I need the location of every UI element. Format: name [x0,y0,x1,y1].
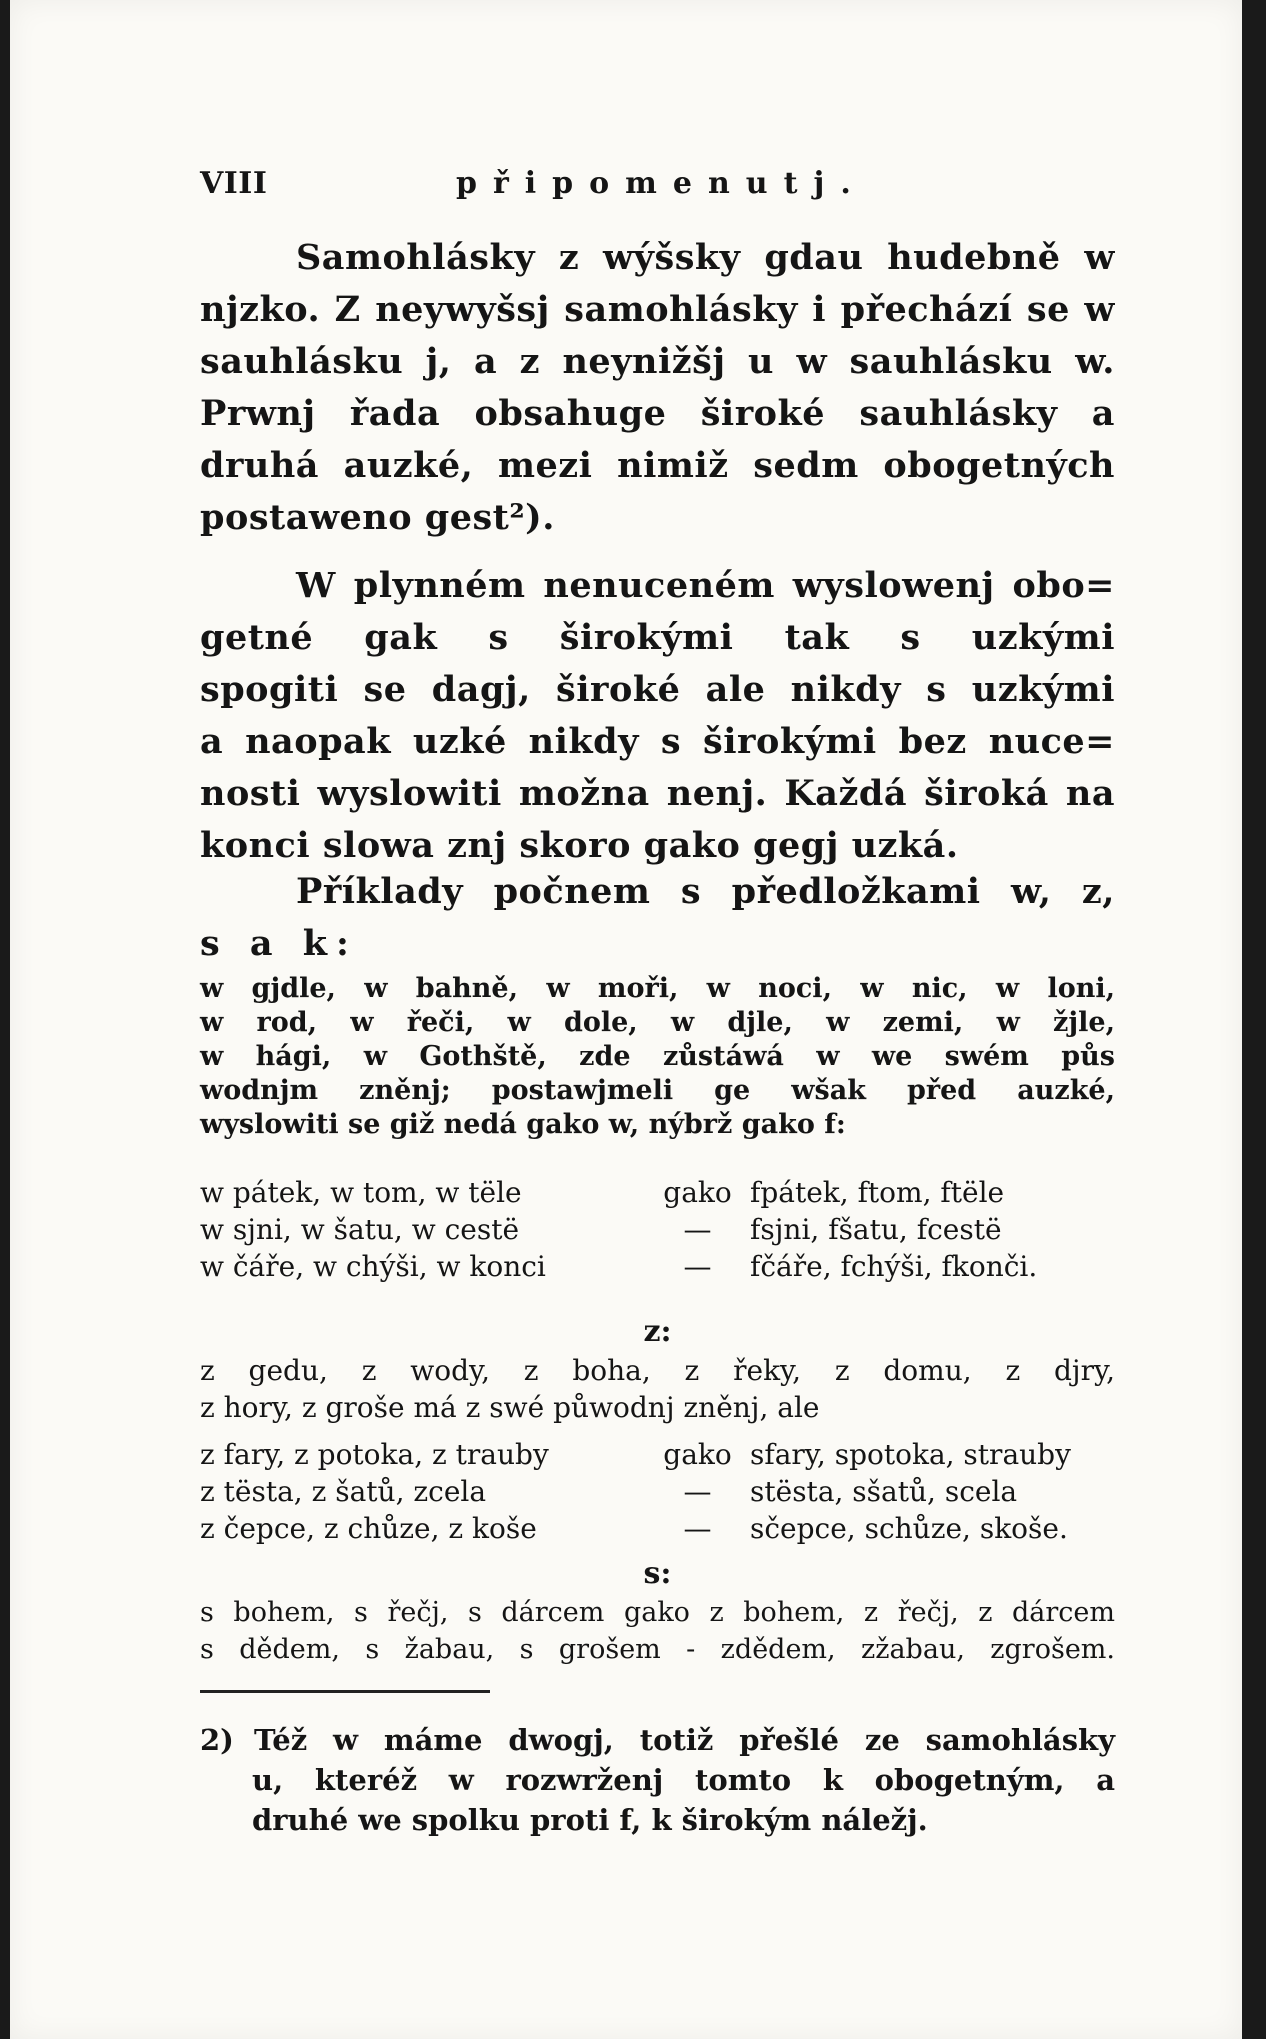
table-cell: gako [663,1176,732,1209]
text-line: spogiti se dagj, široké ale nikdy s uzkými [200,669,1115,710]
text-line: nosti wyslowiti možna nenj. Každá široká na [200,773,1115,814]
example-line: s bohem, s řečj, s dárcem gako z bohem, z řečj, z dárcem [200,1597,1115,1628]
text-line: druhá auzké, mezi nimiž sedm obogetných [200,445,1115,486]
table-cell: w sjni, w šatu, w cestë [200,1213,520,1246]
example-line: wyslowiti se giž nedá gako w, nýbrž gako f: [200,1109,846,1140]
table-row [200,1174,1115,1211]
table-cell: w pátek, w tom, w tële [200,1176,522,1209]
text-line: njzko. Z neywyšsj samohlásky i přechází se w [200,289,1115,330]
table-row [200,1436,1115,1473]
text-line: postaweno gest²). [200,497,555,538]
table-row [200,1211,1115,1248]
example-line: z hory, z groše má z swé půwodnj zněnj, ale [200,1391,820,1424]
table-cell: w čáře, w chýši, w konci [200,1250,546,1283]
paragraph-2 [200,560,1115,872]
example-line: z gedu, z wody, z boha, z řeky, z domu, z djry, [200,1354,1115,1387]
example-line: w gjdle, w bahně, w moři, w noci, w nic, w loni, [200,973,1115,1004]
text-line: Samohlásky z wýšsky gdau hudebně w [296,237,1115,278]
table-cell: z fary, z potoka, z trauby [200,1438,549,1471]
s-examples [200,1594,1115,1668]
text-line: Příklady počnem s předložkami w, z, [296,871,1115,912]
s-heading: s: [643,1556,672,1591]
z-examples [200,1352,1115,1426]
footnote-text: Též w máme dwogj, totiž přešlé ze samohlásky [254,1723,1115,1757]
footnote-rule [200,1690,490,1693]
page-number: VIII [200,166,268,201]
table-row [200,1248,1115,1285]
table-cell: stësta, sšatů, scela [750,1475,1018,1508]
table-cell: fpátek, ftom, ftële [750,1176,1005,1209]
book-page [10,0,1242,2039]
footnote-number: 2) [200,1723,234,1757]
footnote-line [200,1720,1115,1760]
table-cell: — [683,1475,712,1508]
z-heading: z: [643,1314,672,1349]
footnote [200,1720,1115,1840]
w-examples [200,972,1115,1142]
paragraph-1 [200,232,1115,544]
text-line: Prwnj řada obsahuge široké sauhlásky a [200,393,1115,434]
table-cell: — [683,1213,712,1246]
table-row [200,1473,1115,1510]
table-cell: fčáře, fchýši, fkonči. [750,1250,1038,1283]
table-row [200,1510,1115,1547]
text-line: W plynném nenuceném wyslowenj obo= [296,565,1115,606]
text-line: s a k: [200,923,358,964]
paragraph-3 [200,866,1115,970]
text-line: a naopak uzké nikdy s širokými bez nuce= [200,721,1115,762]
table-cell: sčepce, schůze, skoše. [750,1512,1068,1545]
running-header [200,166,1115,210]
text-line: getné gak s širokými tak s uzkými [200,617,1115,658]
running-title: připomenutj. [456,166,867,201]
example-line: w rod, w řeči, w dole, w djle, w zemi, w žjle, [200,1007,1115,1038]
example-line: s dědem, s žabau, s grošem - zdědem, zžabau, zgrošem. [200,1634,1115,1665]
w-comparison-table [200,1174,1115,1285]
text-line: konci slowa znj skoro gako gegj uzká. [200,825,959,866]
table-cell: gako [663,1438,732,1471]
table-cell: fsjni, fšatu, fcestë [750,1213,1002,1246]
table-cell: z čepce, z chůze, z koše [200,1512,537,1545]
table-cell: — [683,1512,712,1545]
example-line: wodnjm zněnj; postawjmeli ge wšak před auzké, [200,1075,1115,1106]
footnote-line: druhé we spolku proti f, k širokým náležj. [252,1803,928,1837]
footnote-line: u, kteréž w rozwrženj tomto k obogetným, a [252,1763,1115,1797]
example-line: w hági, w Gothště, zde zůstáwá w we swém půs [200,1041,1115,1072]
table-cell: sfary, spotoka, strauby [750,1438,1071,1471]
text-line: sauhlásku j, a z neynižšj u w sauhlásku w. [200,341,1115,382]
table-cell: — [683,1250,712,1283]
table-cell: z tësta, z šatů, zcela [200,1475,487,1508]
z-comparison-table [200,1436,1115,1547]
